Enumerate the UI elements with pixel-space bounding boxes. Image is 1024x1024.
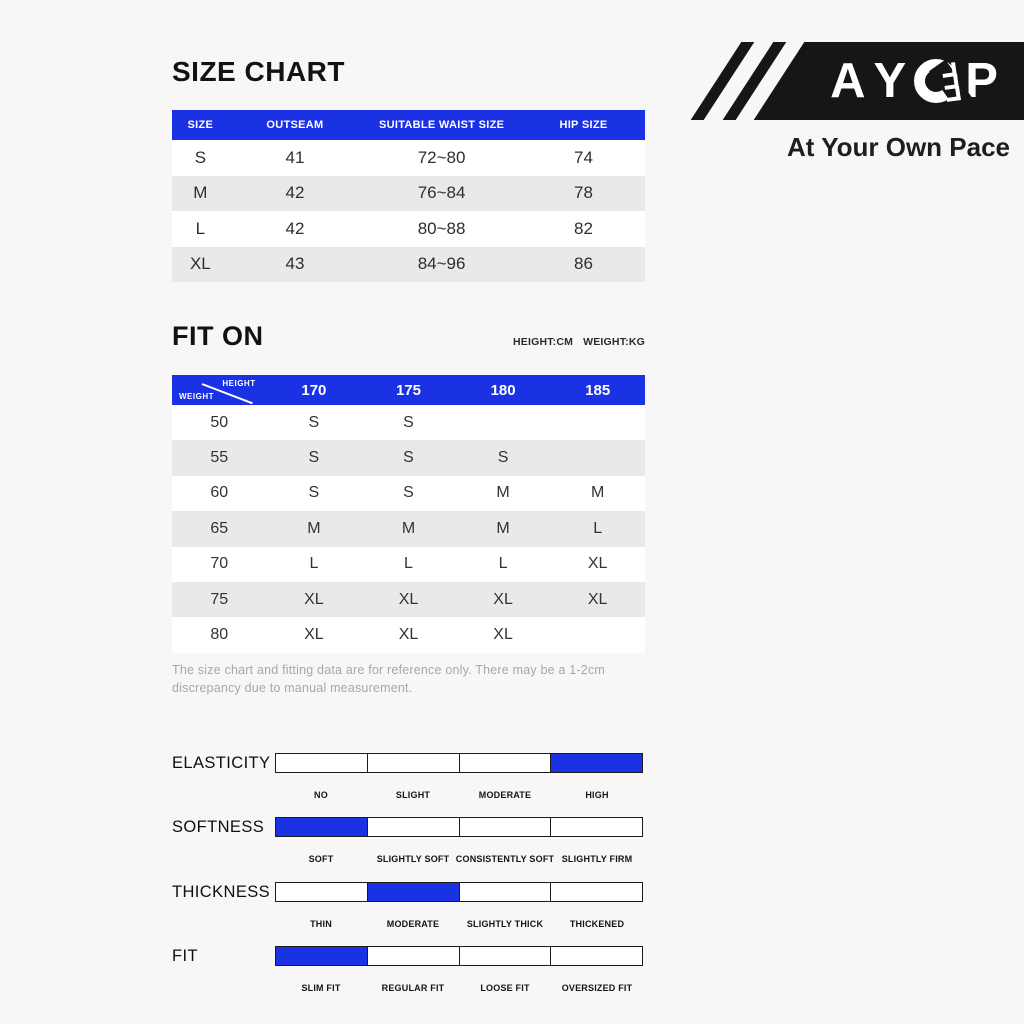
height-column-header: 170 [301, 381, 327, 399]
fit-size-cell: L [498, 555, 508, 573]
fit-size-cell: S [403, 413, 414, 431]
attribute-level-bar [275, 817, 643, 837]
size-chart-body [172, 140, 645, 282]
height-unit-label: HEIGHT:CM [512, 336, 574, 348]
level-label: SLIGHTLY THICK [466, 919, 544, 929]
level-label: MODERATE [478, 790, 532, 800]
fit-size-cell: S [308, 413, 320, 431]
attribute-level-bar [275, 882, 643, 902]
size-column-header: SUITABLE WAIST SIZE [378, 119, 505, 131]
fit-size-cell: S [308, 484, 320, 502]
size-value-cell: 74 [574, 147, 593, 167]
size-column-header: OUTSEAM [266, 119, 324, 131]
level-label: LOOSE FIT [480, 983, 530, 993]
level-label-cell [367, 790, 459, 800]
level-label: HIGH [585, 790, 609, 800]
attribute-name-label: FIT [172, 947, 198, 965]
level-label: OVERSIZED FIT [561, 983, 633, 993]
logo-letter: Y [873, 53, 908, 108]
weight-cell: 75 [210, 590, 229, 608]
fit-size-cell: XL [493, 626, 513, 644]
size-label-cell: S [194, 147, 207, 167]
units-note [172, 336, 645, 348]
height-column-header: 180 [490, 381, 516, 399]
level-label-cell [367, 983, 459, 993]
attribute-level-labels [275, 919, 643, 929]
level-segment-selected [275, 817, 368, 837]
level-label-cell [275, 790, 367, 800]
fit-size-cell: XL [587, 555, 608, 573]
size-value-cell: 80~88 [417, 218, 466, 238]
size-value-cell: 82 [574, 218, 593, 238]
level-label-cell [551, 983, 643, 993]
size-table-row [172, 176, 645, 212]
brand-tagline: At Your Own Pace [787, 132, 1010, 162]
level-segment-selected [275, 946, 368, 966]
fit-size-cell: M [496, 519, 510, 537]
logo-letter: A [830, 53, 867, 108]
size-chart-header-row [172, 110, 645, 140]
level-label: SLIGHTLY SOFT [376, 854, 450, 864]
fit-size-cell: XL [493, 590, 513, 608]
height-column-header: 185 [585, 381, 611, 399]
logo-wordmark [812, 42, 1017, 120]
attribute-row [172, 753, 645, 805]
fit-header-columns [267, 375, 645, 405]
attribute-level-labels [275, 983, 643, 993]
logo-letter-o [914, 59, 958, 103]
fit-size-cell: M [496, 484, 510, 502]
fit-size-cell: XL [398, 590, 419, 608]
size-table-row [172, 211, 645, 247]
level-segment [368, 817, 460, 837]
level-label-cell [455, 854, 555, 864]
level-label: THICKENED [569, 919, 625, 929]
level-segment [368, 753, 460, 773]
level-label: THIN [310, 919, 332, 929]
fit-size-cell: L [593, 519, 603, 537]
fit-size-cell: L [309, 555, 319, 573]
level-segment [275, 882, 368, 902]
level-label-cell [459, 790, 551, 800]
level-label: NO [314, 790, 328, 800]
corner-height-label: HEIGHT [222, 379, 256, 388]
level-segment [460, 946, 552, 966]
size-column-header: SIZE [187, 119, 214, 131]
fit-on-header-row [172, 375, 645, 405]
weight-cell: 60 [210, 484, 229, 502]
fit-size-cell: L [404, 555, 413, 573]
level-label: SOFT [308, 854, 334, 864]
attribute-level-labels [275, 790, 643, 800]
size-value-cell: 76~84 [417, 183, 466, 203]
size-label-cell: L [195, 218, 206, 238]
attribute-level-labels [275, 854, 643, 864]
attribute-row [172, 946, 645, 998]
disclaimer-text: The size chart and fitting data are for reference only. There may be a 1-2cm discrepancy due to manual measurement. [172, 663, 606, 695]
level-label-cell [275, 854, 367, 864]
attribute-name-label: ELASTICITY [172, 754, 271, 772]
fit-table-row [172, 440, 645, 475]
size-label-cell: XL [189, 254, 211, 274]
fit-size-cell: S [403, 449, 414, 467]
size-column-header: HIP SIZE [559, 119, 608, 131]
weight-cell: 50 [210, 413, 229, 431]
size-table-row [172, 140, 645, 176]
fit-on-title: FIT ON [172, 321, 264, 351]
fit-size-cell: XL [587, 590, 608, 608]
level-label-cell [459, 919, 551, 929]
fit-table-row [172, 511, 645, 546]
brand-logo [694, 42, 1024, 162]
size-value-cell: 86 [574, 254, 593, 274]
size-value-cell: 78 [574, 183, 593, 203]
fit-table-row [172, 547, 645, 582]
size-chart-title: SIZE CHART [172, 56, 345, 87]
height-column-header: 175 [395, 381, 421, 399]
level-label: SLIGHTLY FIRM [561, 854, 633, 864]
fit-size-cell: XL [304, 626, 324, 644]
logo-slash-icon [691, 42, 755, 120]
fit-size-cell: M [401, 519, 416, 537]
axis-corner-cell [172, 375, 267, 405]
level-label: MODERATE [386, 919, 440, 929]
fit-on-body [172, 405, 645, 653]
size-value-cell: 41 [285, 147, 305, 167]
level-segment [368, 946, 460, 966]
level-segment-selected [368, 882, 460, 902]
level-label-cell [551, 854, 643, 864]
size-value-cell: 43 [285, 254, 305, 274]
level-segment [460, 753, 552, 773]
fit-on-table [172, 375, 645, 653]
fit-size-cell: XL [304, 590, 324, 608]
level-label: SLIGHT [395, 790, 431, 800]
level-segment [551, 946, 643, 966]
level-label: REGULAR FIT [381, 983, 445, 993]
size-value-cell: 84~96 [417, 254, 466, 274]
weight-unit-label: WEIGHT:KG [583, 336, 645, 348]
logo-letter: P [965, 53, 999, 108]
weight-cell: 55 [210, 449, 229, 467]
fit-size-cell: XL [398, 626, 419, 644]
fit-size-cell: S [403, 484, 414, 502]
level-label-cell [551, 790, 643, 800]
corner-weight-label: WEIGHT [179, 392, 214, 401]
level-segment [460, 882, 552, 902]
fit-table-row [172, 476, 645, 511]
size-value-cell: 72~80 [417, 147, 466, 167]
level-segment-selected [551, 753, 643, 773]
level-label-cell [551, 919, 643, 929]
fit-size-cell: S [497, 449, 509, 467]
fit-size-cell: M [591, 484, 605, 502]
weight-cell: 80 [210, 626, 229, 644]
attribute-level-bar [275, 946, 643, 966]
attribute-level-bar [275, 753, 643, 773]
fit-size-cell: M [307, 519, 321, 537]
level-label-cell [275, 919, 367, 929]
fit-size-cell: S [308, 449, 320, 467]
level-segment [460, 817, 552, 837]
level-segment [551, 817, 643, 837]
level-label: SLIM FIT [301, 983, 341, 993]
level-segment [275, 753, 368, 773]
size-label-cell: M [193, 183, 208, 203]
attribute-name-label: SOFTNESS [172, 818, 265, 836]
size-value-cell: 42 [285, 218, 305, 238]
level-label: CONSISTENTLY SOFT [455, 854, 555, 864]
level-label-cell [367, 854, 459, 864]
size-value-cell: 42 [285, 183, 305, 203]
fit-table-row [172, 617, 645, 652]
attribute-row [172, 817, 645, 869]
level-label-cell [367, 919, 459, 929]
fit-table-row [172, 405, 645, 440]
weight-cell: 65 [210, 519, 229, 537]
level-segment [551, 882, 643, 902]
level-label-cell [459, 983, 551, 993]
size-table-row [172, 247, 645, 283]
size-chart-table [172, 110, 645, 282]
level-label-cell [275, 983, 367, 993]
attribute-row [172, 882, 645, 934]
chevron-icon [945, 86, 961, 102]
attribute-name-label: THICKNESS [172, 883, 271, 901]
weight-cell: 70 [210, 555, 229, 573]
fit-table-row [172, 582, 645, 617]
